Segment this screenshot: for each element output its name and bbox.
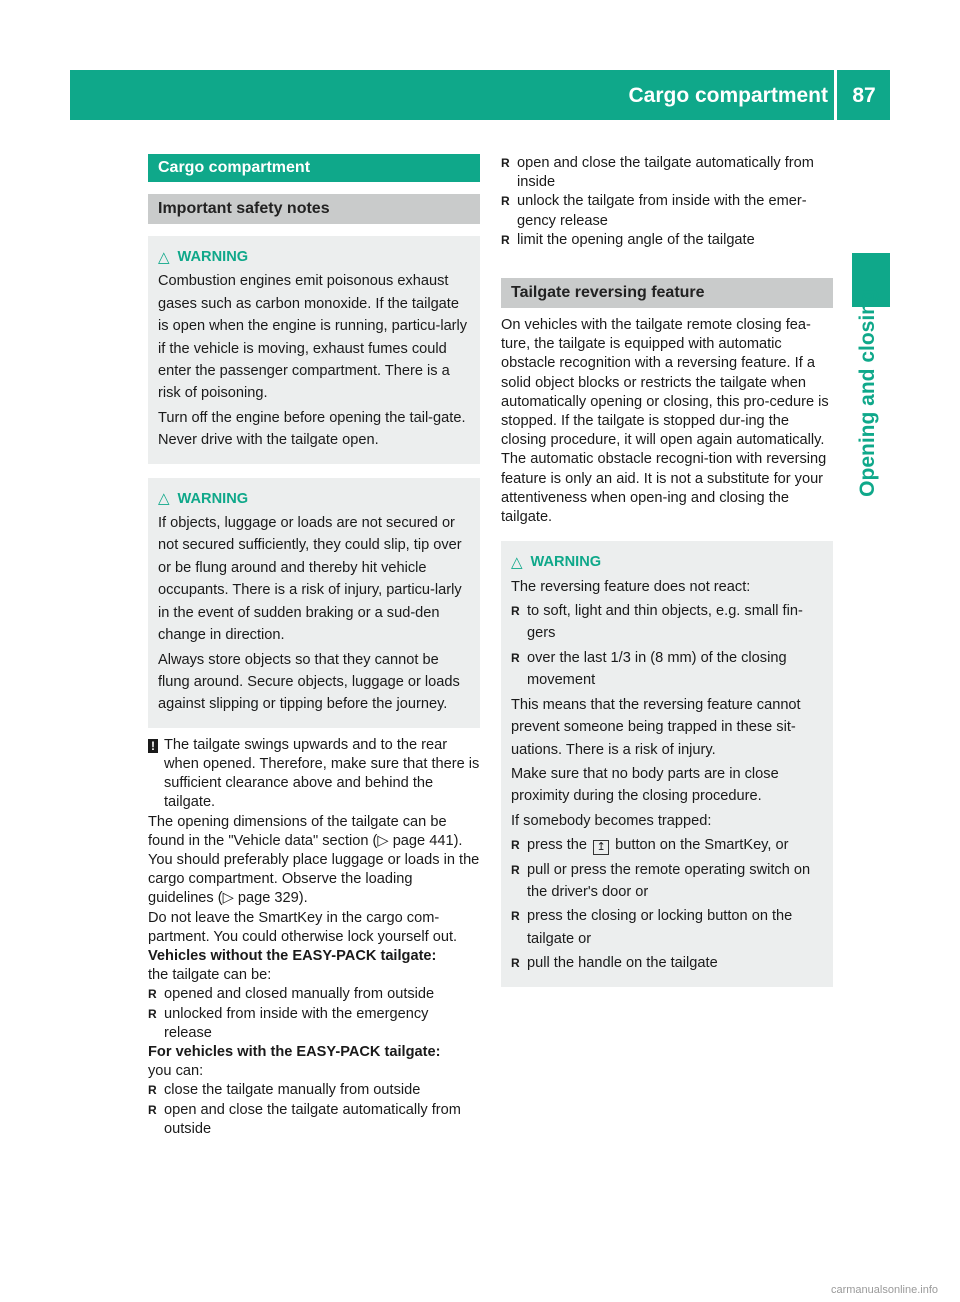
list-item: R pull the handle on the tailgate	[511, 952, 825, 974]
paragraph: On vehicles with the tailgate remote closing fea-ture, the tailgate is equipped with automatic obstacle recognition with a reversing feature. If a solid object blocks or restricts the tailgate when automatically opening or closing, this pro-cedure is stopped. If the tailgate is stopped dur-ing the closing procedure, it will open again automatically. The automatic obstacle recogni-tion with reversing feature is only an aid. It is not a substitute for your attentiveness when open-ing and closing the tailgate.	[501, 317, 829, 526]
side-tab	[846, 289, 890, 497]
list-item: R pull or press the remote operating switch on the driver's door or	[511, 859, 825, 904]
warning-header	[158, 488, 472, 510]
warning-label: WARNING	[177, 490, 249, 507]
warning-box	[148, 478, 480, 728]
bullet-list	[148, 1081, 480, 1139]
warning-text: If objects, luggage or loads are not secured or not secured sufficiently, they could slip, tip over or be flung around and thereby hit vehicle occupants. There is a risk of injury, particu-larly in the event of sudden braking or a sud-den change in direction.	[158, 515, 462, 644]
paragraph: you can:	[148, 1063, 204, 1080]
warning-icon: △	[158, 490, 170, 508]
list-item-text: button on the SmartKey, or	[615, 837, 789, 854]
header-separator	[834, 70, 837, 120]
list-item: R close the tailgate manually from outside	[148, 1081, 480, 1100]
bullet-list	[511, 834, 825, 974]
paragraph: The opening dimensions of the tailgate can be found in the "Vehicle data" section (▷ page 441).	[148, 813, 463, 849]
paragraph: Do not leave the SmartKey in the cargo com-partment. You could otherwise lock yourself out.	[148, 909, 458, 945]
header-title: Cargo compartment	[628, 84, 828, 107]
left-column	[148, 154, 480, 1139]
list-item: R to soft, light and thin objects, e.g. small fin-gers	[511, 600, 825, 645]
side-tab-label: Opening and closing	[856, 289, 879, 497]
right-column	[501, 154, 833, 987]
subsection-title: Tailgate reversing feature	[501, 278, 833, 308]
warning-text: If somebody becomes trapped:	[511, 812, 712, 829]
bullet-list	[511, 600, 825, 692]
tailgate-key-icon: ↥	[593, 840, 609, 855]
bullet-list	[148, 985, 480, 1043]
footer-watermark: carmanualsonline.info	[830, 1284, 938, 1296]
warning-box	[501, 541, 833, 986]
warning-label: WARNING	[177, 249, 249, 265]
list-item: R open and close the tailgate automatically from outside	[148, 1101, 480, 1139]
warning-text: The reversing feature does not react:	[511, 578, 751, 595]
list-item: R unlocked from inside with the emergency release	[148, 1005, 480, 1043]
paragraph: You should preferably place luggage or loads in the cargo compartment. Observe the loading guidelines (▷ page 329).	[148, 851, 480, 907]
warning-text: Turn off the engine before opening the tail-gate. Never drive with the tailgate open.	[158, 409, 466, 449]
warning-header	[158, 246, 472, 268]
note-icon: !	[148, 739, 158, 753]
bold-heading: For vehicles with the EASY-PACK tailgate:	[148, 1043, 441, 1060]
bold-heading: Vehicles without the EASY-PACK tailgate:	[148, 947, 437, 964]
warning-icon: △	[511, 553, 523, 571]
note-text: The tailgate swings upwards and to the rear when opened. Therefore, make sure that there is sufficient clearance above and behind the tailgate.	[164, 736, 480, 811]
warning-icon: △	[158, 248, 170, 266]
section-title: Cargo compartment	[148, 154, 480, 182]
warning-text: This means that the reversing feature cannot prevent someone being trapped in these sit-uations. There is a risk of injury.	[511, 696, 801, 758]
list-item: R limit the opening angle of the tailgate	[501, 231, 833, 250]
list-item: R open and close the tailgate automatically from inside	[501, 154, 833, 192]
list-item: R press the closing or locking button on the tailgate or	[511, 905, 825, 950]
bullet-list	[501, 154, 833, 250]
warning-text: Combustion engines emit poisonous exhaust gases such as carbon monoxide. If the tailgate is open when the engine is running, particu-larly if the vehicle is moving, exhaust fumes could enter the passenger compartment. There is a risk of poisoning.	[158, 273, 468, 402]
list-item	[511, 834, 825, 856]
warning-text: Always store objects so that they cannot be flung around. Secure objects, luggage or loads against slipping or tipping before the journey.	[158, 651, 460, 713]
warning-box	[148, 236, 480, 464]
paragraph: the tailgate can be:	[148, 967, 272, 984]
page-number: 87	[852, 84, 876, 107]
warning-label: WARNING	[530, 554, 602, 571]
warning-text: Make sure that no body parts are in close proximity during the closing procedure.	[511, 765, 779, 805]
note	[148, 736, 480, 813]
subsection-title: Important safety notes	[148, 194, 480, 224]
list-item-text: press the	[527, 837, 588, 854]
list-item: R unlock the tailgate from inside with the emer-gency release	[501, 192, 833, 230]
warning-header	[511, 551, 825, 573]
list-item: R over the last 1/3 in (8 mm) of the closing movement	[511, 647, 825, 692]
list-item: R opened and closed manually from outside	[148, 985, 480, 1004]
